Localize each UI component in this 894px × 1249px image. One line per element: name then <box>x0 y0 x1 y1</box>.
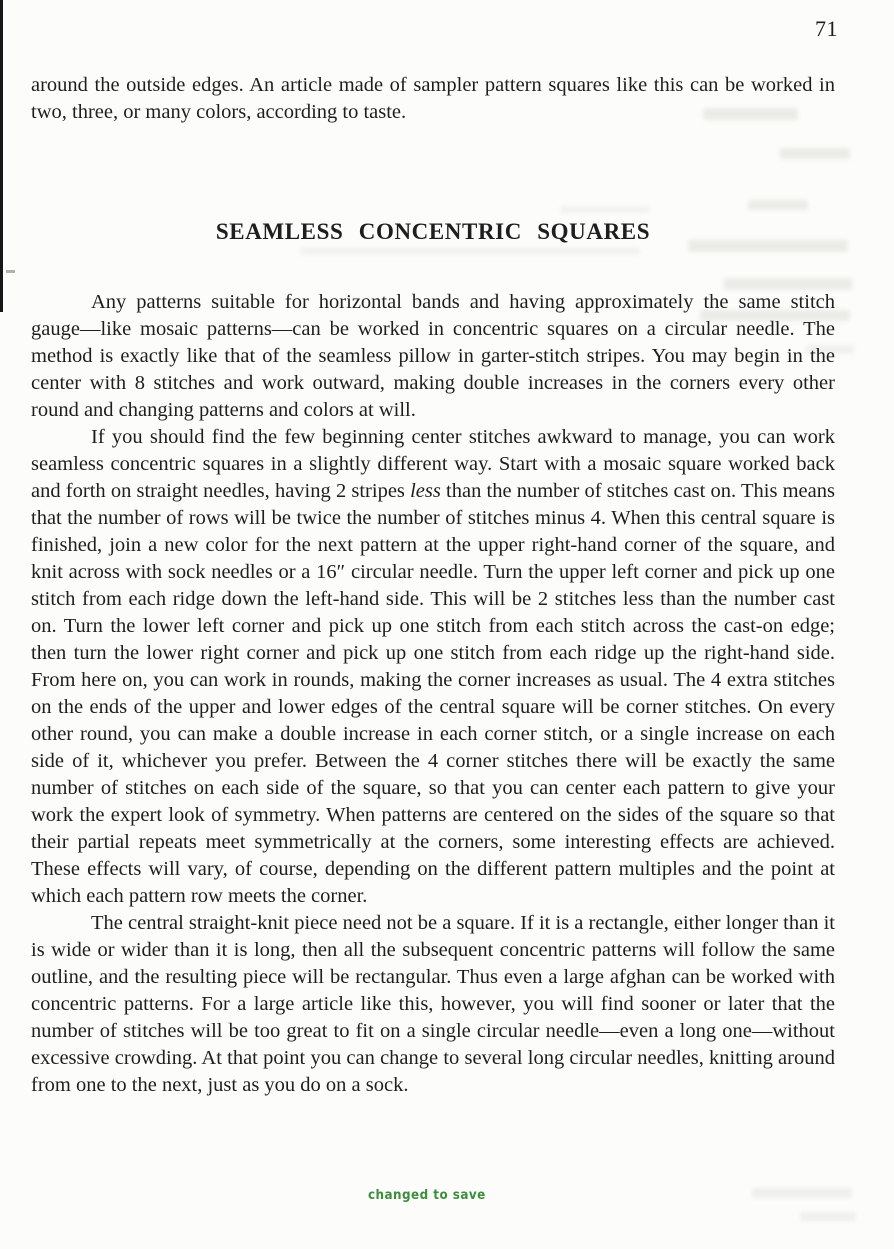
paragraph <box>31 289 835 424</box>
paragraph <box>31 910 835 1099</box>
paragraph-continuation <box>31 72 835 126</box>
text-segment: than the number of stitches cast on. This means that the number of rows will be twice the number of stitches minus 4. When this central square is finished, join a new color for the next pattern at the upper right-hand corner of the square, and knit across with sock needles or a 16″ circular needle. Turn the upper left corner and pick up one stitch from each ridge down the left-hand side. This will be 2 stitches less than the number cast on. Turn the lower left corner and pick up one stitch from each stitch across the cast-on edge; then turn the lower right corner and pick up one stitch from each ridge up the right-hand side. From here on, you can work in rounds, making the corner increases as usual. The 4 extra stitches on the ends of the upper and lower edges of the central square will be corner stitches. On every other round, you can make a double increase in each corner stitch, or a single increase on each side of it, whichever you prefer. Between the 4 corner stitches there will be exactly the same number of stitches on each side of the square, so that you can center each pattern to give your work the expert look of symmetry. When patterns are centered on the sides of the square so that their partial repeats meet symmetrically at the corners, some interesting effects are achieved. These effects will vary, of course, depending on the different pattern multiples and the point at which each pattern row meets the corner. <box>31 480 835 907</box>
watermark-overlay: changed to save <box>368 1188 486 1203</box>
text-segment: Any patterns suitable for horizontal bands and having approximately the same stitch gauge—like mosaic patterns—can be worked in concentric squares on a circular needle. The method is exactly like that of the seamless pillow in garter-stitch stripes. You may begin in the center with 8 stitches and work outward, making double increases in the corners every other round and changing patterns and colors at will. <box>31 291 835 421</box>
bleedthrough-smudge <box>800 1212 856 1221</box>
italic-text-segment: less <box>410 480 441 502</box>
scan-dash-artifact <box>6 270 15 273</box>
text-segment: around the outside edges. An article made of sampler pattern squares like this can be worked in two, three, or many colors, according to taste. <box>31 74 835 123</box>
section-heading: SEAMLESS CONCENTRIC SQUARES <box>215 219 651 244</box>
text-segment: If you should find the few beginning center stitches awkward to manage, you can work seamless concentric squares in a slightly different way. Start with a mosaic square worked back and forth on straight needles, having 2 stripes <box>31 426 835 502</box>
text-segment: The central straight-knit piece need not be a square. If it is a rectangle, either longer than it is wide or wider than it is long, then all the subsequent concentric patterns will follow the same outline, and the resulting piece will be rectangular. Thus even a large afghan can be worked with concentric patterns. For a large article like this, however, you will find sooner or later that the number of stitches will be too great to fit on a single circular needle—even a long one—without excessive crowding. At that point you can change to several long circular needles, knitting around from one to the next, just as you do on a sock. <box>31 912 835 1096</box>
page-number: 71 <box>815 16 838 41</box>
paragraph <box>31 424 835 910</box>
section-body <box>31 289 835 1099</box>
scan-edge-artifact <box>0 0 3 312</box>
page-content <box>31 0 835 1099</box>
bleedthrough-smudge <box>752 1188 852 1198</box>
